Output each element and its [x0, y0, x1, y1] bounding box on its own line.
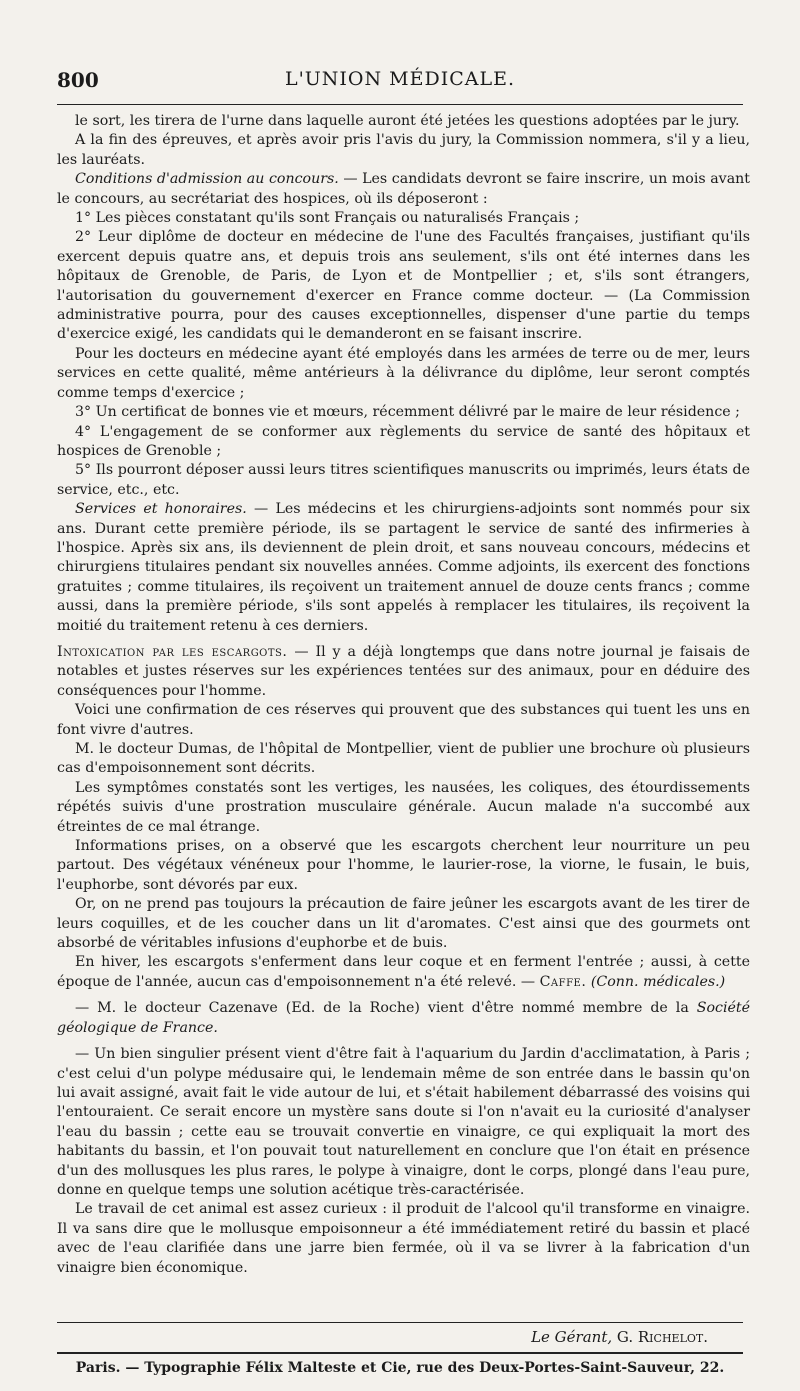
paragraph-text: 1° Les pièces constatant qu'ils sont Français ou naturalisés Français ;: [75, 210, 580, 227]
section-heading: Intoxication par les escargots.: [57, 643, 288, 660]
paragraph-text: — Les médecins et les chirurgiens-adjoints sont nommés pour six ans. Durant cette première période, ils se partagent le service de santé des infirmeries à l'hospice. Après six ans, ils deviennent de plein droit, et sans nouveau concours, médecins et chirurgiens titulaires pendant six nouvelles années. Comme adjoints, ils exercent des fonctions gratuites ; comme titulaires, ils reçoivent un traitement annuel de douze cents francs ; comme aussi, dans la première période, s'ils sont appelés à remplacer les titulaires, ils reçoivent la moitié du traitement retenu à ces derniers.: [57, 501, 750, 634]
paragraph-text: — Les candidats devront se faire inscrire, un mois avant le concours, au secrétariat des hospices, où ils déposeront :: [57, 171, 750, 207]
paragraph: [57, 228, 750, 344]
paragraph-text: Le travail de cet animal est assez curieux : il produit de l'alcool qu'il transforme en vinaigre. Il va sans dire que le mollusque empoisonneur a été immédiatement retiré du bassin et placé avec de l'eau clarifiée dans une jarre bien fermée, où il va se livrer à la fabrication d'un vinaigre bien économique.: [57, 1201, 750, 1276]
header-rule: [57, 104, 743, 105]
paragraph-text: Informations prises, on a observé que les escargots cherchent leur nourriture un peu partout. Des végétaux vénéneux pour l'homme, le laurier-rose, la viorne, le fusain, le buis, l'euphorbe, sont dévorés par eux.: [57, 838, 750, 893]
page-header: [57, 68, 743, 98]
paragraph-text: M. le docteur Dumas, de l'hôpital de Montpellier, vient de publier une brochure où plusieurs cas d'empoisonnement sont décrits.: [57, 741, 750, 777]
paragraph-text: Or, on ne prend pas toujours la précaution de faire jeûner les escargots avant de les tirer de leurs coquilles, et de les coucher dans un lit d'aromates. C'est ainsi que des gourmets ont absorbé de véritables infusions d'euphorbe et de buis.: [57, 896, 750, 952]
paragraph-text: En hiver, les escargots s'enferment dans leur coque et en ferment l'entrée ; aussi, à cette époque de l'année, aucun cas d'empoisonnement n'a été relevé. —: [57, 954, 750, 990]
paragraph-text: — Il y a déjà longtemps que dans notre journal je faisais de notables et justes réserves sur les expériences tentées sur des animaux, pour en déduire des conséquences pour l'homme.: [57, 643, 750, 699]
paragraph: [57, 403, 750, 422]
paragraph: [57, 500, 750, 636]
source-name: Caffe.: [539, 973, 587, 990]
paragraph: [57, 999, 750, 1038]
paragraph-text: Voici une confirmation de ces réserves qui prouvent que des substances qui tuent les uns en font vivre d'autres.: [57, 702, 750, 738]
paragraph: [57, 209, 750, 228]
closing-rule: [57, 1322, 743, 1323]
paragraph-text: 3° Un certificat de bonnes vie et mœurs, récemment délivré par le maire de leur résidence ;: [75, 404, 740, 421]
running-title: L'UNION MÉDICALE.: [284, 68, 516, 90]
signature-name: G. Richelot.: [616, 1328, 708, 1346]
paragraph-text: A la fin des épreuves, et après avoir pris l'avis du jury, la Commission nommera, s'il y a lieu, les lauréats.: [57, 132, 750, 168]
paragraph: [57, 837, 750, 895]
paragraph-text: — M. le docteur Cazenave (Ed. de la Roche) vient d'être nommé membre de la: [75, 1000, 697, 1017]
paragraph-text: le sort, les tirera de l'urne dans laquelle auront été jetées les questions adoptées par le jury.: [75, 113, 740, 129]
paragraph: [57, 895, 750, 953]
paragraph-text: Les symptômes constatés sont les vertiges, les nausées, les coliques, des étourdissements répétés suivis d'une prostration musculaire générale. Aucun malade n'a succombé aux étreintes de ce mal étrange.: [57, 779, 750, 835]
paragraph: [57, 1045, 750, 1200]
footer-rule: [57, 1352, 743, 1354]
page-number: 800: [57, 68, 99, 92]
section-lead: Services et honoraires.: [75, 501, 247, 518]
paragraph: [57, 345, 750, 403]
signature-label: Le Gérant,: [531, 1328, 613, 1346]
paragraph: [57, 643, 750, 701]
paragraph-text: 2° Leur diplôme de docteur en médecine de l'une des Facultés françaises, justifiant qu'ils exercent depuis quatre ans, et depuis trois ans seulement, s'ils ont été internes dans les hôpitaux de Grenoble, de Paris, de Lyon et de Montpellier ; et, s'ils sont étrangers, l'autorisation du gouvernement d'exercer en France comme docteur. — (La Commission administrative pourra, pour des causes exceptionnelles, dispenser d'une partie du temps d'exercice exigé, les candidats qui le demanderont en se faisant inscrire.: [57, 229, 750, 343]
paragraph: [57, 953, 750, 992]
printer-imprint: Paris. — Typographie Félix Malteste et Cie, rue des Deux-Portes-Saint-Sauveur, 22.: [75, 1360, 725, 1376]
paragraph: [57, 131, 750, 170]
signature: [531, 1328, 708, 1346]
article-body: [57, 112, 750, 1278]
paragraph-text: Pour les docteurs en médecine ayant été employés dans les armées de terre ou de mer, leurs services en cette qualité, même antérieurs à la délivrance du diplôme, leur seront comptés comme temps d'exercice ;: [57, 345, 750, 401]
section-lead: Conditions d'admission au concours.: [75, 171, 339, 188]
paragraph: [57, 112, 750, 131]
paragraph: [57, 740, 750, 779]
italic-reference: Société géologique de France.: [57, 1000, 750, 1036]
paragraph: [57, 1200, 750, 1278]
paragraph-text: — Un bien singulier présent vient d'être fait à l'aquarium du Jardin d'acclimatation, à Paris ; c'est celui d'un polype médusaire qui, le lendemain même de son entrée dans le bassin qu'on lui avait assigné, avait fait le vide autour de lui, et s'était habilement débarrassé des voisins qui l'entouraient. Ce serait encore un mystère sans doute si l'on n'avait eu la curiosité d'analyser l'eau du bassin ; cette eau se trouvait convertie en vinaigre, ce qui expliquait la mort des habitants du bassin, et l'on pouvait tout naturellement en conclure que l'on était en présence d'un des mollusques les plus rares, le polype à vinaigre, dont le corps, plongé dans l'eau pure, donne en quelque temps une solution acétique très-caractérisée.: [57, 1046, 750, 1198]
paragraph: [57, 423, 750, 462]
paragraph: [57, 779, 750, 837]
paragraph-text: 5° Ils pourront déposer aussi leurs titres scientifiques manuscrits ou imprimés, leurs états de service, etc., etc.: [57, 462, 750, 498]
paragraph: [57, 461, 750, 500]
italic-reference: (Conn. médicales.): [586, 973, 726, 990]
paragraph: [57, 701, 750, 740]
paragraph: [57, 170, 750, 209]
paragraph-text: 4° L'engagement de se conformer aux règlements du service de santé des hôpitaux et hospices de Grenoble ;: [57, 423, 750, 459]
